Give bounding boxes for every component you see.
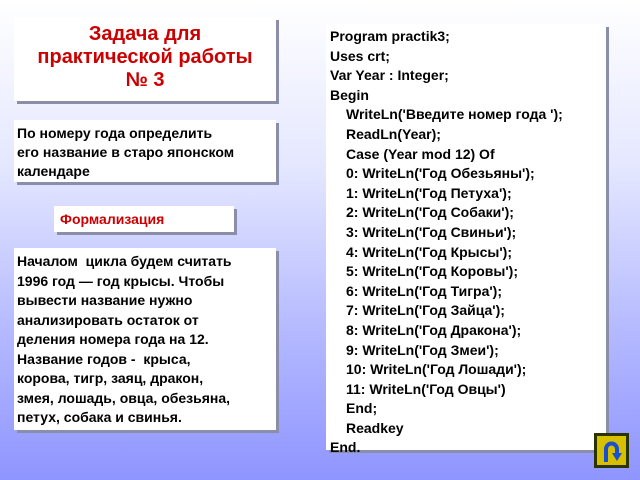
code-line: Program practik3;: [330, 28, 450, 44]
code-line: Case (Year mod 12) Of: [346, 145, 495, 162]
description-line: Началом цикла будем считать: [17, 253, 232, 269]
code-line: Readkey: [346, 419, 404, 436]
description-line: вывести название нужно: [17, 292, 193, 308]
task-statement: [14, 120, 276, 182]
code-listing: [326, 24, 606, 456]
description-line: корова, тигр, заяц, дракон,: [17, 370, 204, 386]
code-line: 3: WriteLn('Год Свиньи');: [346, 223, 517, 240]
code-line: 10: WriteLn('Год Лошади');: [346, 361, 527, 378]
task-line-1: По номеру года определить: [17, 125, 213, 141]
code-line: 8: WriteLn('Год Дракона');: [346, 321, 522, 338]
description-line: деления номера года на 12.: [17, 331, 209, 347]
return-button[interactable]: [594, 433, 629, 468]
description-line: анализировать остаток от: [17, 311, 199, 328]
code-line: Var Year : Integer;: [330, 67, 449, 84]
description-line: 1996 год — год крысы. Чтобы: [17, 272, 225, 289]
description-line: петух, собака и свинья.: [17, 409, 182, 425]
code-line: ReadLn(Year);: [346, 125, 441, 142]
description-text: [14, 248, 276, 430]
code-line: 11: WriteLn('Год Овцы'): [346, 380, 506, 397]
code-line: WriteLn('Введите номер года ');: [346, 106, 563, 123]
code-line: 1: WriteLn('Год Петуха');: [346, 184, 512, 201]
code-line: 2: WriteLn('Год Собаки');: [346, 204, 514, 221]
formalization-label: Формализация: [60, 211, 165, 227]
code-line: End.: [330, 439, 361, 456]
title-line-1: Задача для: [88, 23, 202, 45]
title-line-3: № 3: [125, 69, 165, 91]
task-line-3: календаре: [17, 163, 90, 179]
code-line: End;: [346, 400, 378, 417]
code-line: 4: WriteLn('Год Крысы');: [346, 243, 513, 260]
code-line: Uses crt;: [330, 47, 390, 64]
code-line: 5: WriteLn('Год Коровы');: [346, 263, 518, 280]
formalization-heading: [54, 206, 234, 232]
description-line: змея, лошадь, овца, обезьяна,: [17, 389, 231, 406]
code-line: 6: WriteLn('Год Тигра');: [346, 282, 503, 299]
title-line-2: практической работы: [37, 46, 253, 68]
code-line: Begin: [330, 86, 369, 103]
description-line: Название годов - крыса,: [17, 350, 191, 367]
code-line: 9: WriteLn('Год Змеи');: [346, 341, 499, 358]
task-line-2: его название в старо японском: [17, 144, 235, 160]
code-line: 7: WriteLn('Год Зайца');: [346, 302, 505, 319]
u-turn-arrow-icon[interactable]: [597, 436, 626, 465]
code-line: 0: WriteLn('Год Обезьяны');: [346, 165, 535, 182]
slide-title: [14, 17, 276, 101]
